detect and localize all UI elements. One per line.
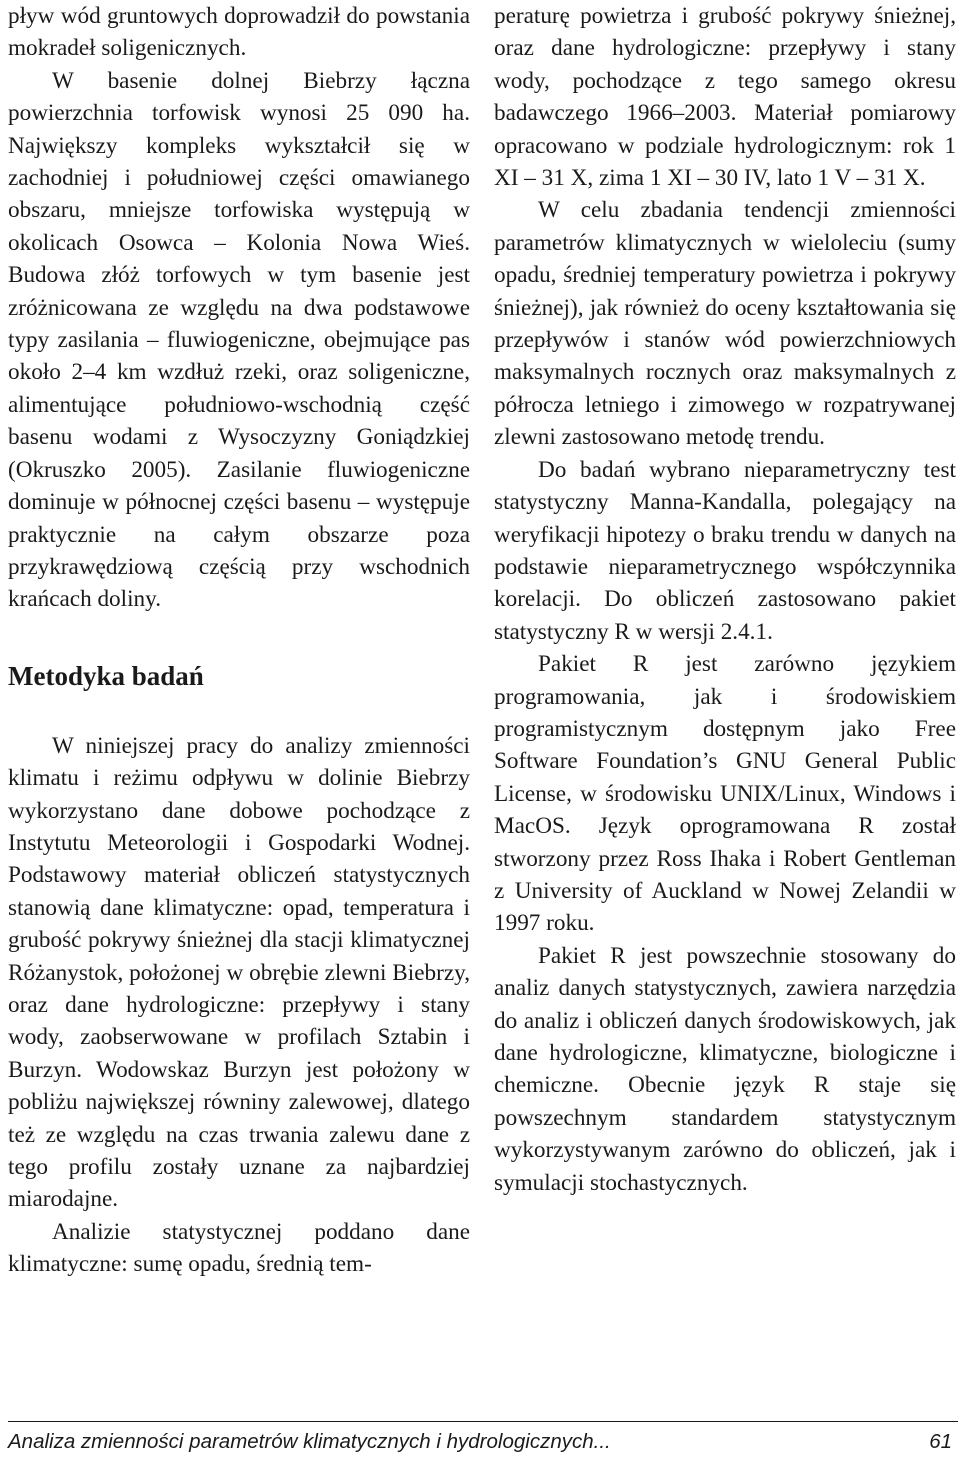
paragraph: W celu zbadania tendencji zmienności parametrów klimatycznych w wieloleciu (sumy opadu, średniej temperatury powietrza i pokrywy śnieżnej), jak również do oceny kształtowania się przepływów i stanów wód powierzchniowych maksymalnych rocznych oraz maksymalnych z półrocza letniego i zimowego w rozpatrywanej zlewni zastosowano metodę trendu. [494,197,956,451]
paragraph: peraturę powietrza i grubość pokrywy śnieżnej, oraz dane hydrologiczne: przepływy i stany wody, pochodzące z tego samego okresu badawczego 1966–2003. Materiał pomiarowy opracowano w podziale hydrologicznym: rok 1 XI – 31 X, zima 1 XI – 30 IV, lato 1 V – 31 X. [494,3,956,192]
section-heading: Metodyka badań [8,660,204,691]
paragraph: Analizie statystycznej poddano dane klimatyczne: sumę opadu, średnią tem- [8,1218,470,1278]
paragraph: Pakiet R jest powszechnie stosowany do analiz danych statystycznych, zawiera narzędzia do analiz i obliczeń danych środowiskowych, jak dane hydrologiczne, klimatyczne, biologiczne i chemiczne. Obecnie język R staje się powszechnym standardem statystycznym wykorzystywanym zarówno do obliczeń, jak i symulacji stochastycznych. [494,942,956,1196]
paragraph: Do badań wybrano nieparametryczny test statystyczny Manna-Kandalla, polegający na weryfikacji hipotezy o braku trendu w danych na podstawie nieparametrycznego współczynnika korelacji. Do obliczeń zastosowano pakiet statystyczny R w wersji 2.4.1. [494,456,956,645]
paragraph: W basenie dolnej Biebrzy łączna powierzchnia torfowisk wynosi 25 090 ha. Największy kompleks wykształcił się w zachodniej i południowej części omawianego obszaru, mniejsze torfowiska występują w okolicach Osowca – Kolonia Nowa Wieś. Budowa złóż torfowych w tym basenie jest zróżnicowana ze względu na dwa podstawowe typy zasilania – fluwiogeniczne, obejmujące pas około 2–4 km wzdłuż rzeki, oraz soligeniczne, alimentujące południowo-wschodnią część basenu wodami z Wysoczyzny Goniądzkiej (Okruszko 2005). Zasilanie fluwiogeniczne dominuje w północnej części basenu – występuje praktycznie na całym obszarze poza przykrawędziową częścią przy wschodnich krańcach doliny. [8,67,470,613]
running-title: Analiza zmienności parametrów klimatycznych i hydrologicznych... [8,1430,611,1453]
page-footer [8,1421,958,1455]
left-column [8,0,470,1281]
page-number: 61 [929,1430,952,1453]
right-column [494,0,956,1199]
paragraph: W niniejszej pracy do analizy zmienności klimatu i reżimu odpływu w dolinie Biebrzy wykorzystano dane dobowe pochodzące z Instytutu Meteorologii i Gospodarki Wodnej. Podstawowy materiał obliczeń statystycznych stanowią dane klimatyczne: opad, temperatura i grubość pokrywy śnieżnej dla stacji klimatycznej Różanystok, położonej w obrębie zlewni Biebrzy, oraz dane hydrologiczne: przepływy i stany wody, zaobserwowane w profilach Sztabin i Burzyn. Wodowskaz Burzyn jest położony w pobliżu największej równiny zalewowej, dlatego też ze względu na czas trwania zalewu dane z tego profilu zostały uznane za najbardziej miarodajne. [8,732,470,1213]
paragraph: Pakiet R jest zarówno językiem programowania, jak i środowiskiem programistycznym dostępnym jako Free Software Foundation’s GNU General Public License, w środowisku UNIX/Linux, Windows i MacOS. Język oprogramowana R został stworzony przez Ross Ihaka i Robert Gentleman z University of Auckland w Nowej Zelandii w 1997 roku. [494,651,956,937]
paragraph: pływ wód gruntowych doprowadził do powstania mokradeł soligenicznych. [8,3,470,62]
